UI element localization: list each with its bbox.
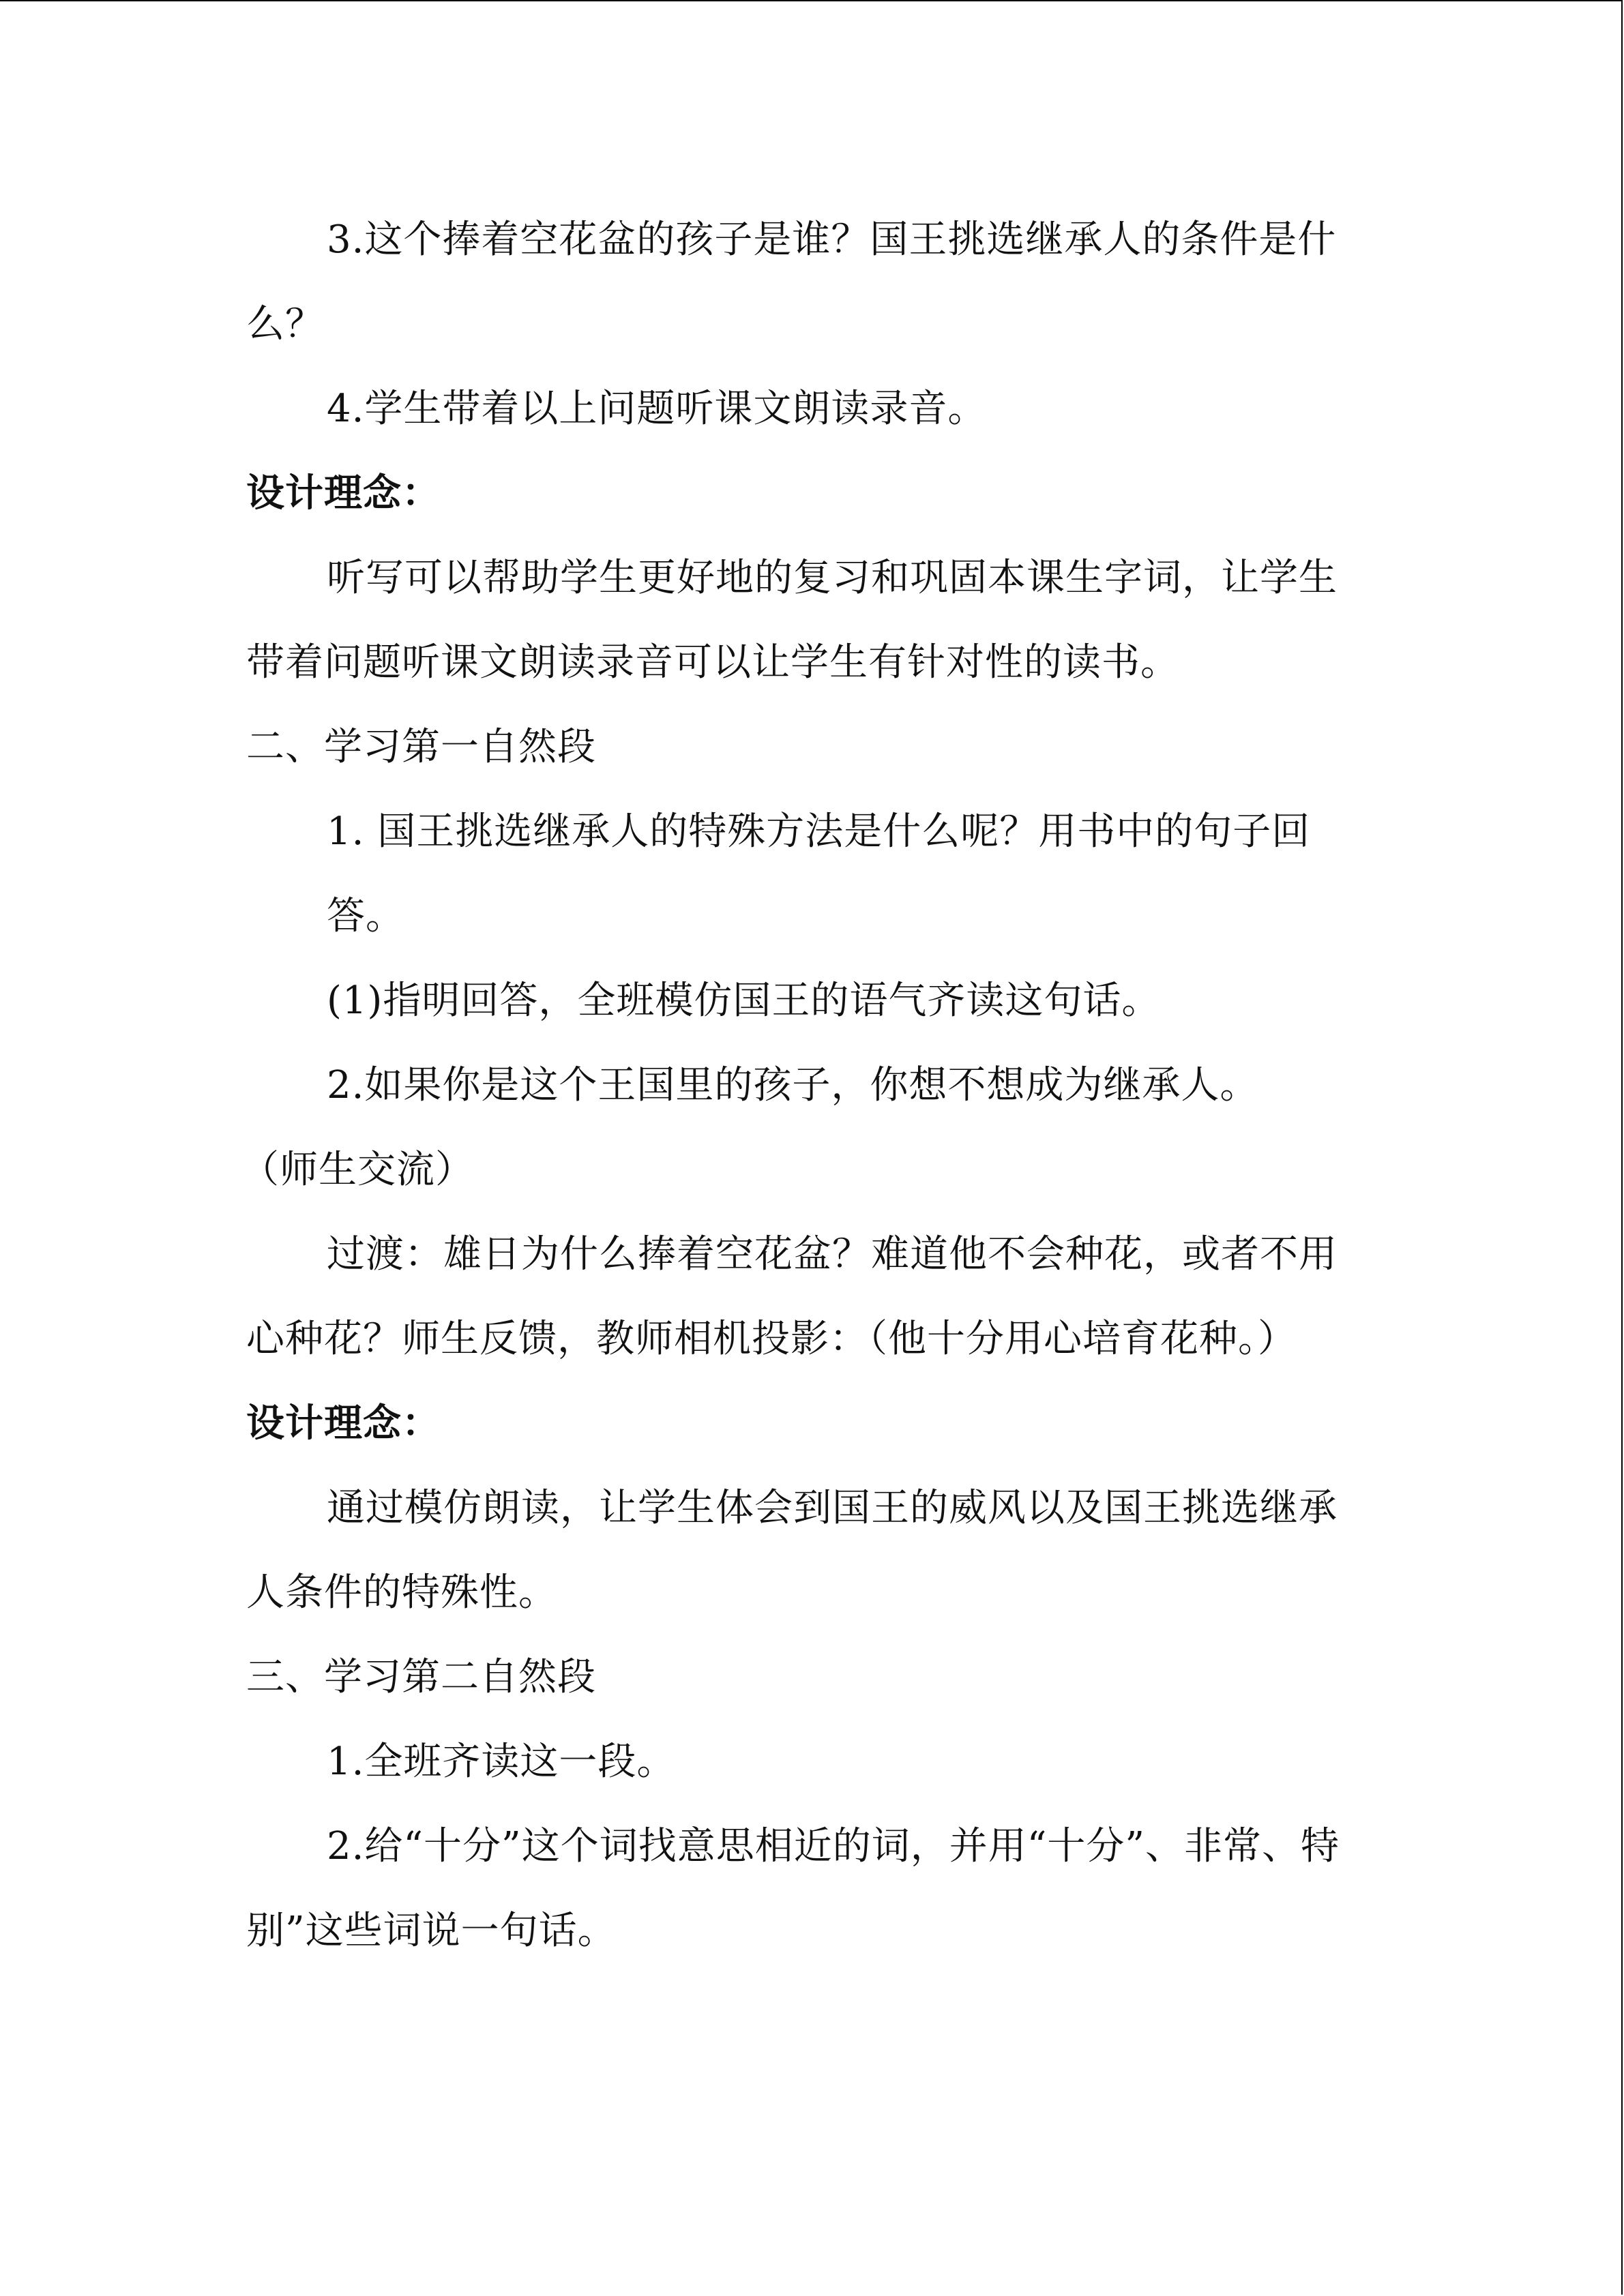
paragraph-step-3-2: 2.给“十分”这个词找意思相近的词，并用“十分”、非常、特别”这些词说一句话。 xyxy=(246,1824,1340,1953)
design-concept-heading-2: 设计理念： xyxy=(246,1401,441,1446)
paragraph-step-1: 1. 国王挑选继承人的特殊方法是什么呢？用书中的句子回答。 xyxy=(327,809,1311,938)
paragraph-transition: 过渡：雄日为什么捧着空花盆？难道他不会种花，或者不用心种花？师生反馈，教师相机投影：（他十分用心培育花种。） xyxy=(246,1232,1338,1361)
paragraph-step-3-1: 1.全班齐读这一段。 xyxy=(327,1740,676,1784)
section-heading-3: 三、学习第二自然段 xyxy=(246,1655,596,1699)
paragraph-design-concept-1: 听写可以帮助学生更好地的复习和巩固本课生字词，让学生带着问题听课文朗读录音可以让学生有针对性的读书。 xyxy=(246,556,1338,685)
paragraph-design-concept-2: 通过模仿朗读，让学生体会到国王的威风以及国王挑选继承人条件的特殊性。 xyxy=(246,1486,1338,1615)
design-concept-heading: 设计理念： xyxy=(246,471,441,516)
document-body xyxy=(241,198,1365,1973)
section-heading-2: 二、学习第一自然段 xyxy=(246,725,596,769)
paragraph-question-4: 4.学生带着以上问题听课文朗读录音。 xyxy=(327,387,987,431)
paragraph-step-1-sub: (1)指明回答，全班模仿国王的语气齐读这句话。 xyxy=(327,979,1161,1023)
paragraph-step-2: 2.如果你是这个王国里的孩子，你想不想成为继承人。 xyxy=(327,1063,1259,1107)
paragraph-question-3: 3.这个捧着空花盆的孩子是谁？国王挑选继承人的条件是什么？ xyxy=(246,218,1337,346)
paragraph-discussion: （师生交流） xyxy=(241,1148,474,1192)
